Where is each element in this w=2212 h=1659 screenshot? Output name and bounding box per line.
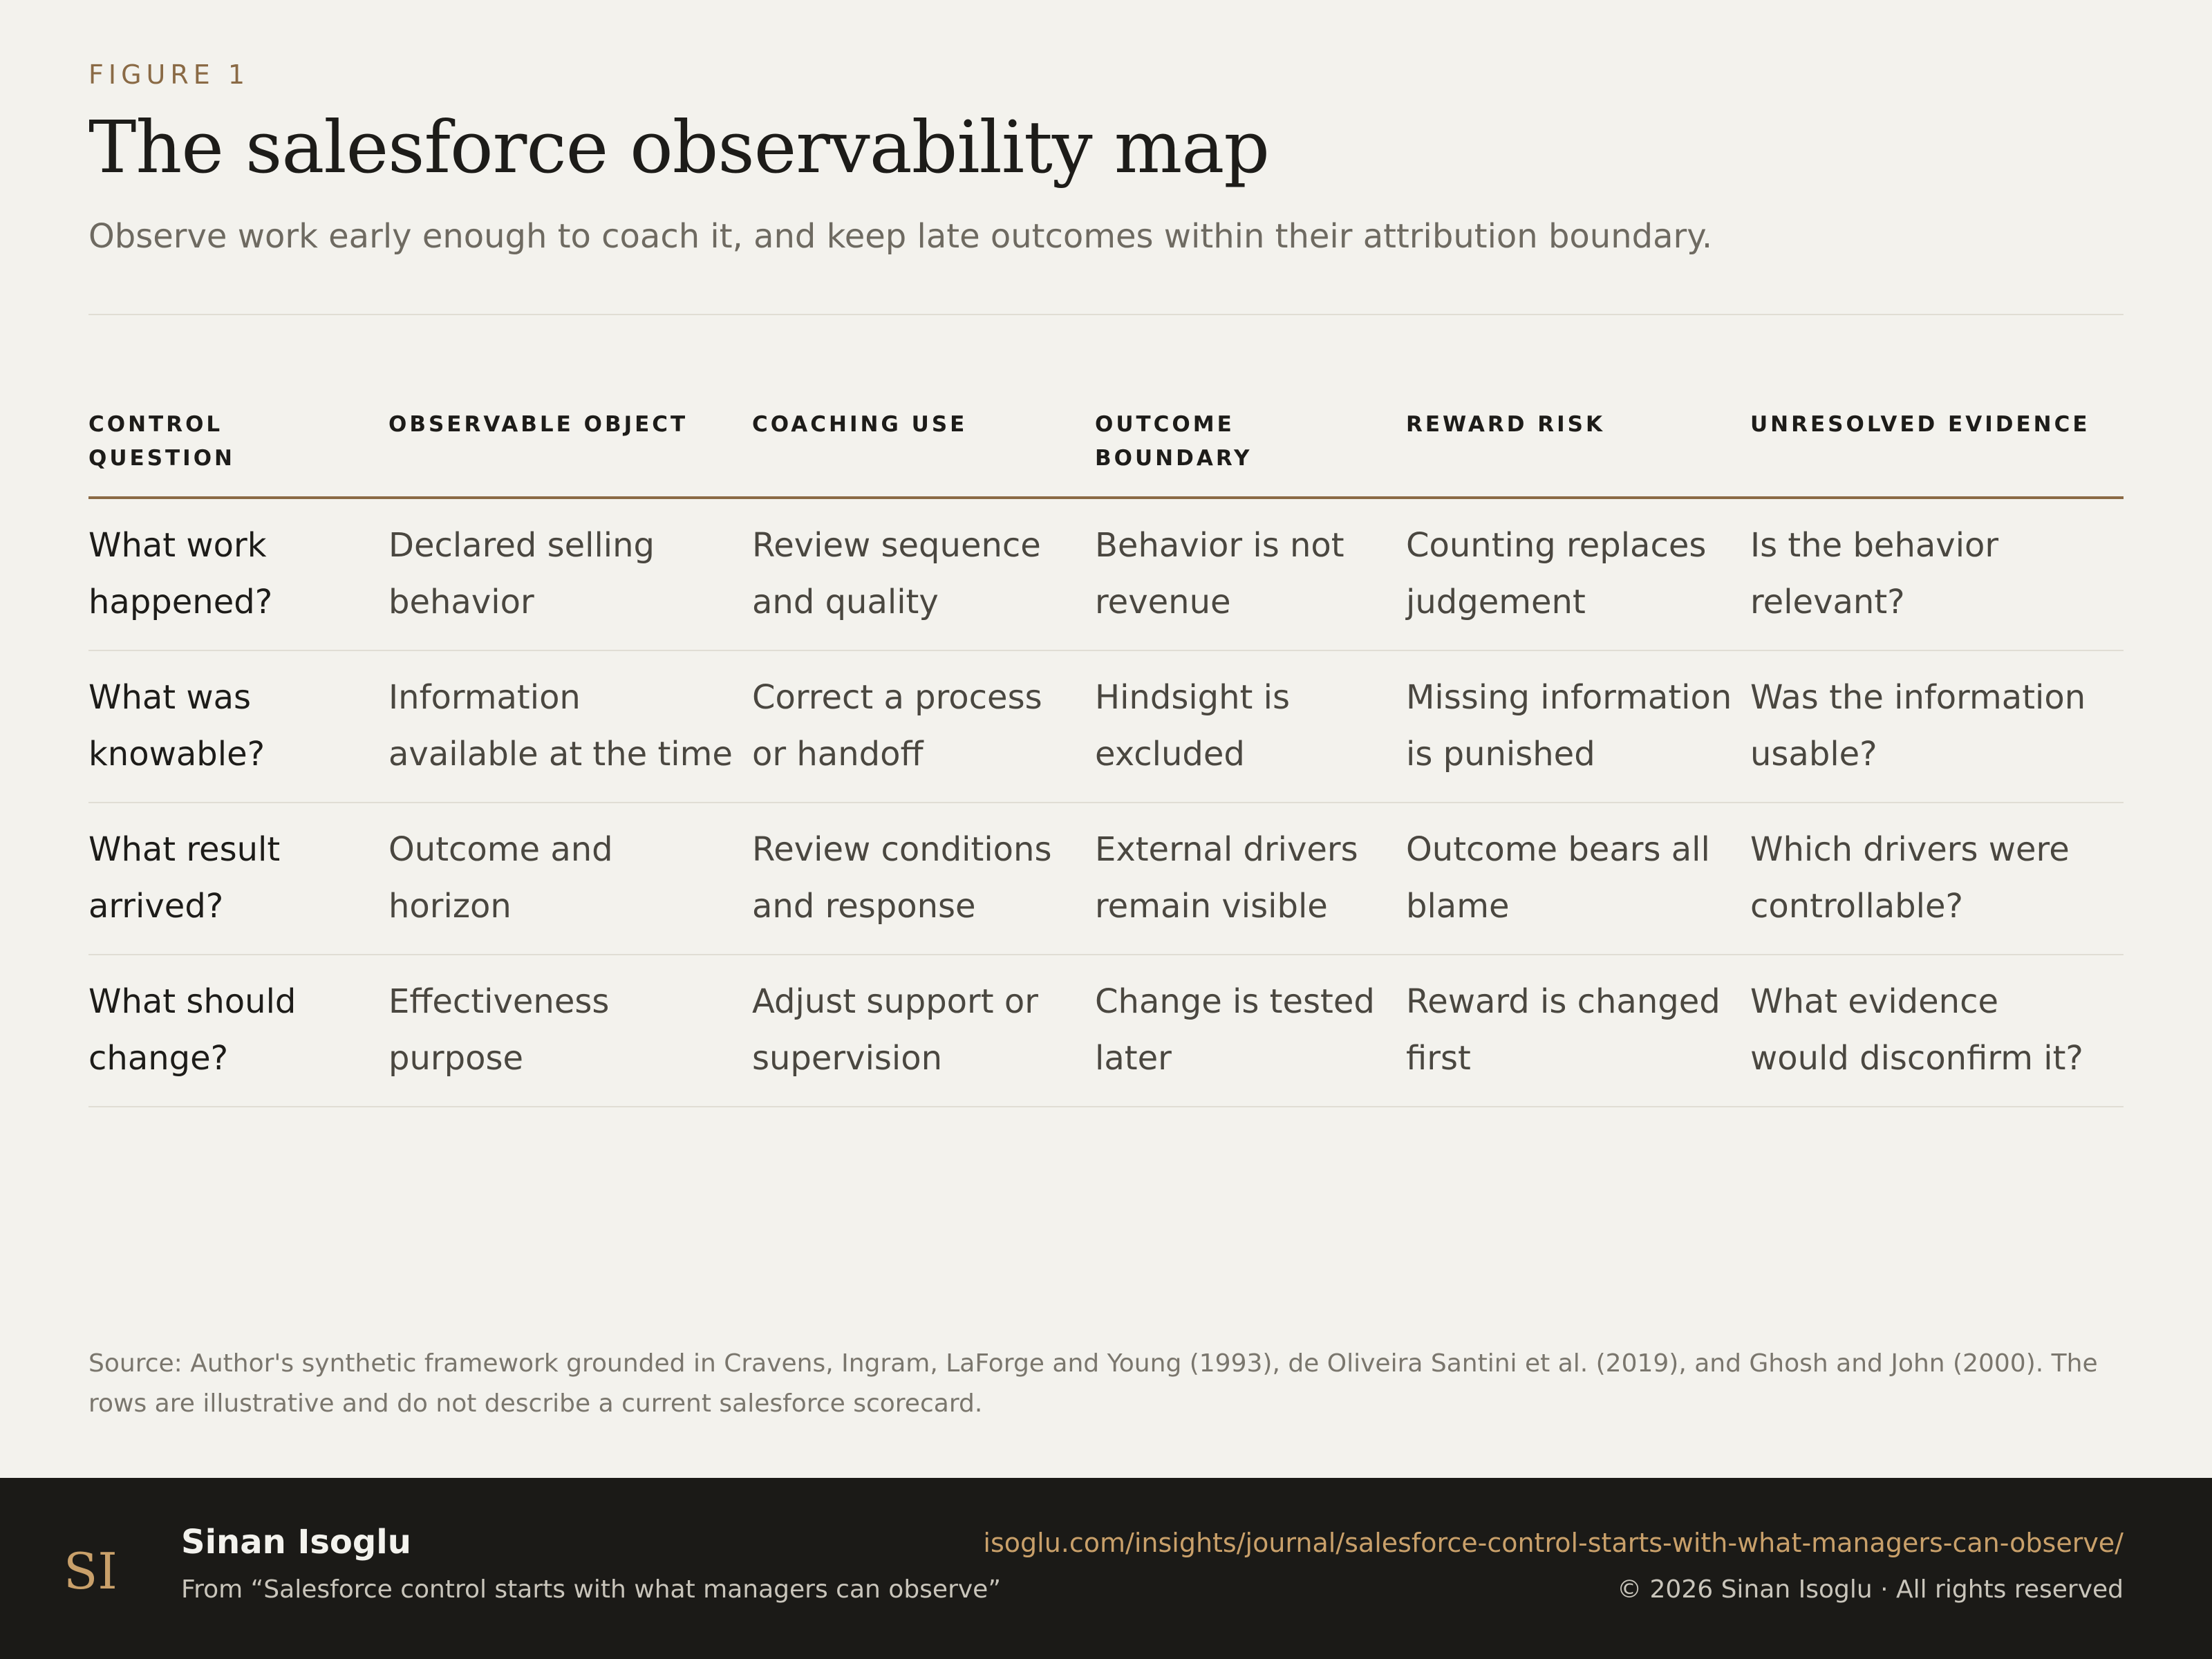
observability-table bbox=[88, 408, 2124, 1107]
article-link[interactable]: isoglu.com/insights/journal/salesforce-control-starts-with-what-managers-can-observe/ bbox=[983, 1528, 2124, 1558]
table-cell: Effectiveness purpose bbox=[388, 955, 752, 1107]
page-title: The salesforce observability map bbox=[88, 105, 1269, 189]
table-cell: Change is tested later bbox=[1095, 955, 1406, 1107]
column-header: UNRESOLVED EVIDENCE bbox=[1750, 408, 2124, 498]
table-cell: External drivers remain visible bbox=[1095, 803, 1406, 955]
table-cell: Declared selling behavior bbox=[388, 498, 752, 650]
table-cell: Outcome and horizon bbox=[388, 803, 752, 955]
logo-text: SI bbox=[64, 1542, 118, 1600]
control-question-cell: What was knowable? bbox=[88, 650, 388, 803]
table-cell: Adjust support or supervision bbox=[752, 955, 1095, 1107]
column-header: REWARD RISK bbox=[1406, 408, 1750, 498]
table-cell: Behavior is not revenue bbox=[1095, 498, 1406, 650]
column-header: COACHING USE bbox=[752, 408, 1095, 498]
table-cell: Is the behavior relevant? bbox=[1750, 498, 2124, 650]
table-row bbox=[88, 498, 2124, 650]
table-header-row bbox=[88, 408, 2124, 498]
column-header: CONTROL QUESTION bbox=[88, 408, 388, 498]
control-question-cell: What should change? bbox=[88, 955, 388, 1107]
table-cell: Missing information is punished bbox=[1406, 650, 1750, 803]
page-subtitle: Observe work early enough to coach it, and keep late outcomes within their attribution boundary. bbox=[88, 217, 1713, 256]
table-row bbox=[88, 650, 2124, 803]
table-cell: Information available at the time bbox=[388, 650, 752, 803]
table-cell: Reward is changed first bbox=[1406, 955, 1750, 1107]
table-cell: Correct a process or handoff bbox=[752, 650, 1095, 803]
source-note: Source: Author's synthetic framework grounded in Cravens, Ingram, LaForge and Young (1993), de Oliveira Santini et al. (2019), and Ghosh and John (2000). The rows are illustrative and do not describe a current salesforce scorecard. bbox=[88, 1349, 2098, 1418]
column-header: OUTCOME BOUNDARY bbox=[1095, 408, 1406, 498]
footer bbox=[0, 1478, 2212, 1659]
table-cell: Counting replaces judgement bbox=[1406, 498, 1750, 650]
column-header: OBSERVABLE OBJECT bbox=[388, 408, 752, 498]
table-cell: Which drivers were controllable? bbox=[1750, 803, 2124, 955]
copyright-notice: © 2026 Sinan Isoglu · All rights reserved bbox=[1617, 1575, 2124, 1604]
article-reference: From “Salesforce control starts with what managers can observe” bbox=[181, 1575, 1001, 1604]
table-cell: Review sequence and quality bbox=[752, 498, 1095, 650]
figure-label: FIGURE 1 bbox=[88, 59, 250, 90]
monogram-logo-icon bbox=[62, 1539, 119, 1602]
control-question-cell: What work happened? bbox=[88, 498, 388, 650]
table-cell: Was the information usable? bbox=[1750, 650, 2124, 803]
table-cell: Hindsight is excluded bbox=[1095, 650, 1406, 803]
table-cell: What evidence would disconfirm it? bbox=[1750, 955, 2124, 1107]
author-name: Sinan Isoglu bbox=[181, 1523, 411, 1562]
table-cell: Outcome bears all blame bbox=[1406, 803, 1750, 955]
table-row bbox=[88, 955, 2124, 1107]
control-question-cell: What result arrived? bbox=[88, 803, 388, 955]
table-cell: Review conditions and response bbox=[752, 803, 1095, 955]
table-row bbox=[88, 803, 2124, 955]
divider bbox=[88, 314, 2124, 315]
